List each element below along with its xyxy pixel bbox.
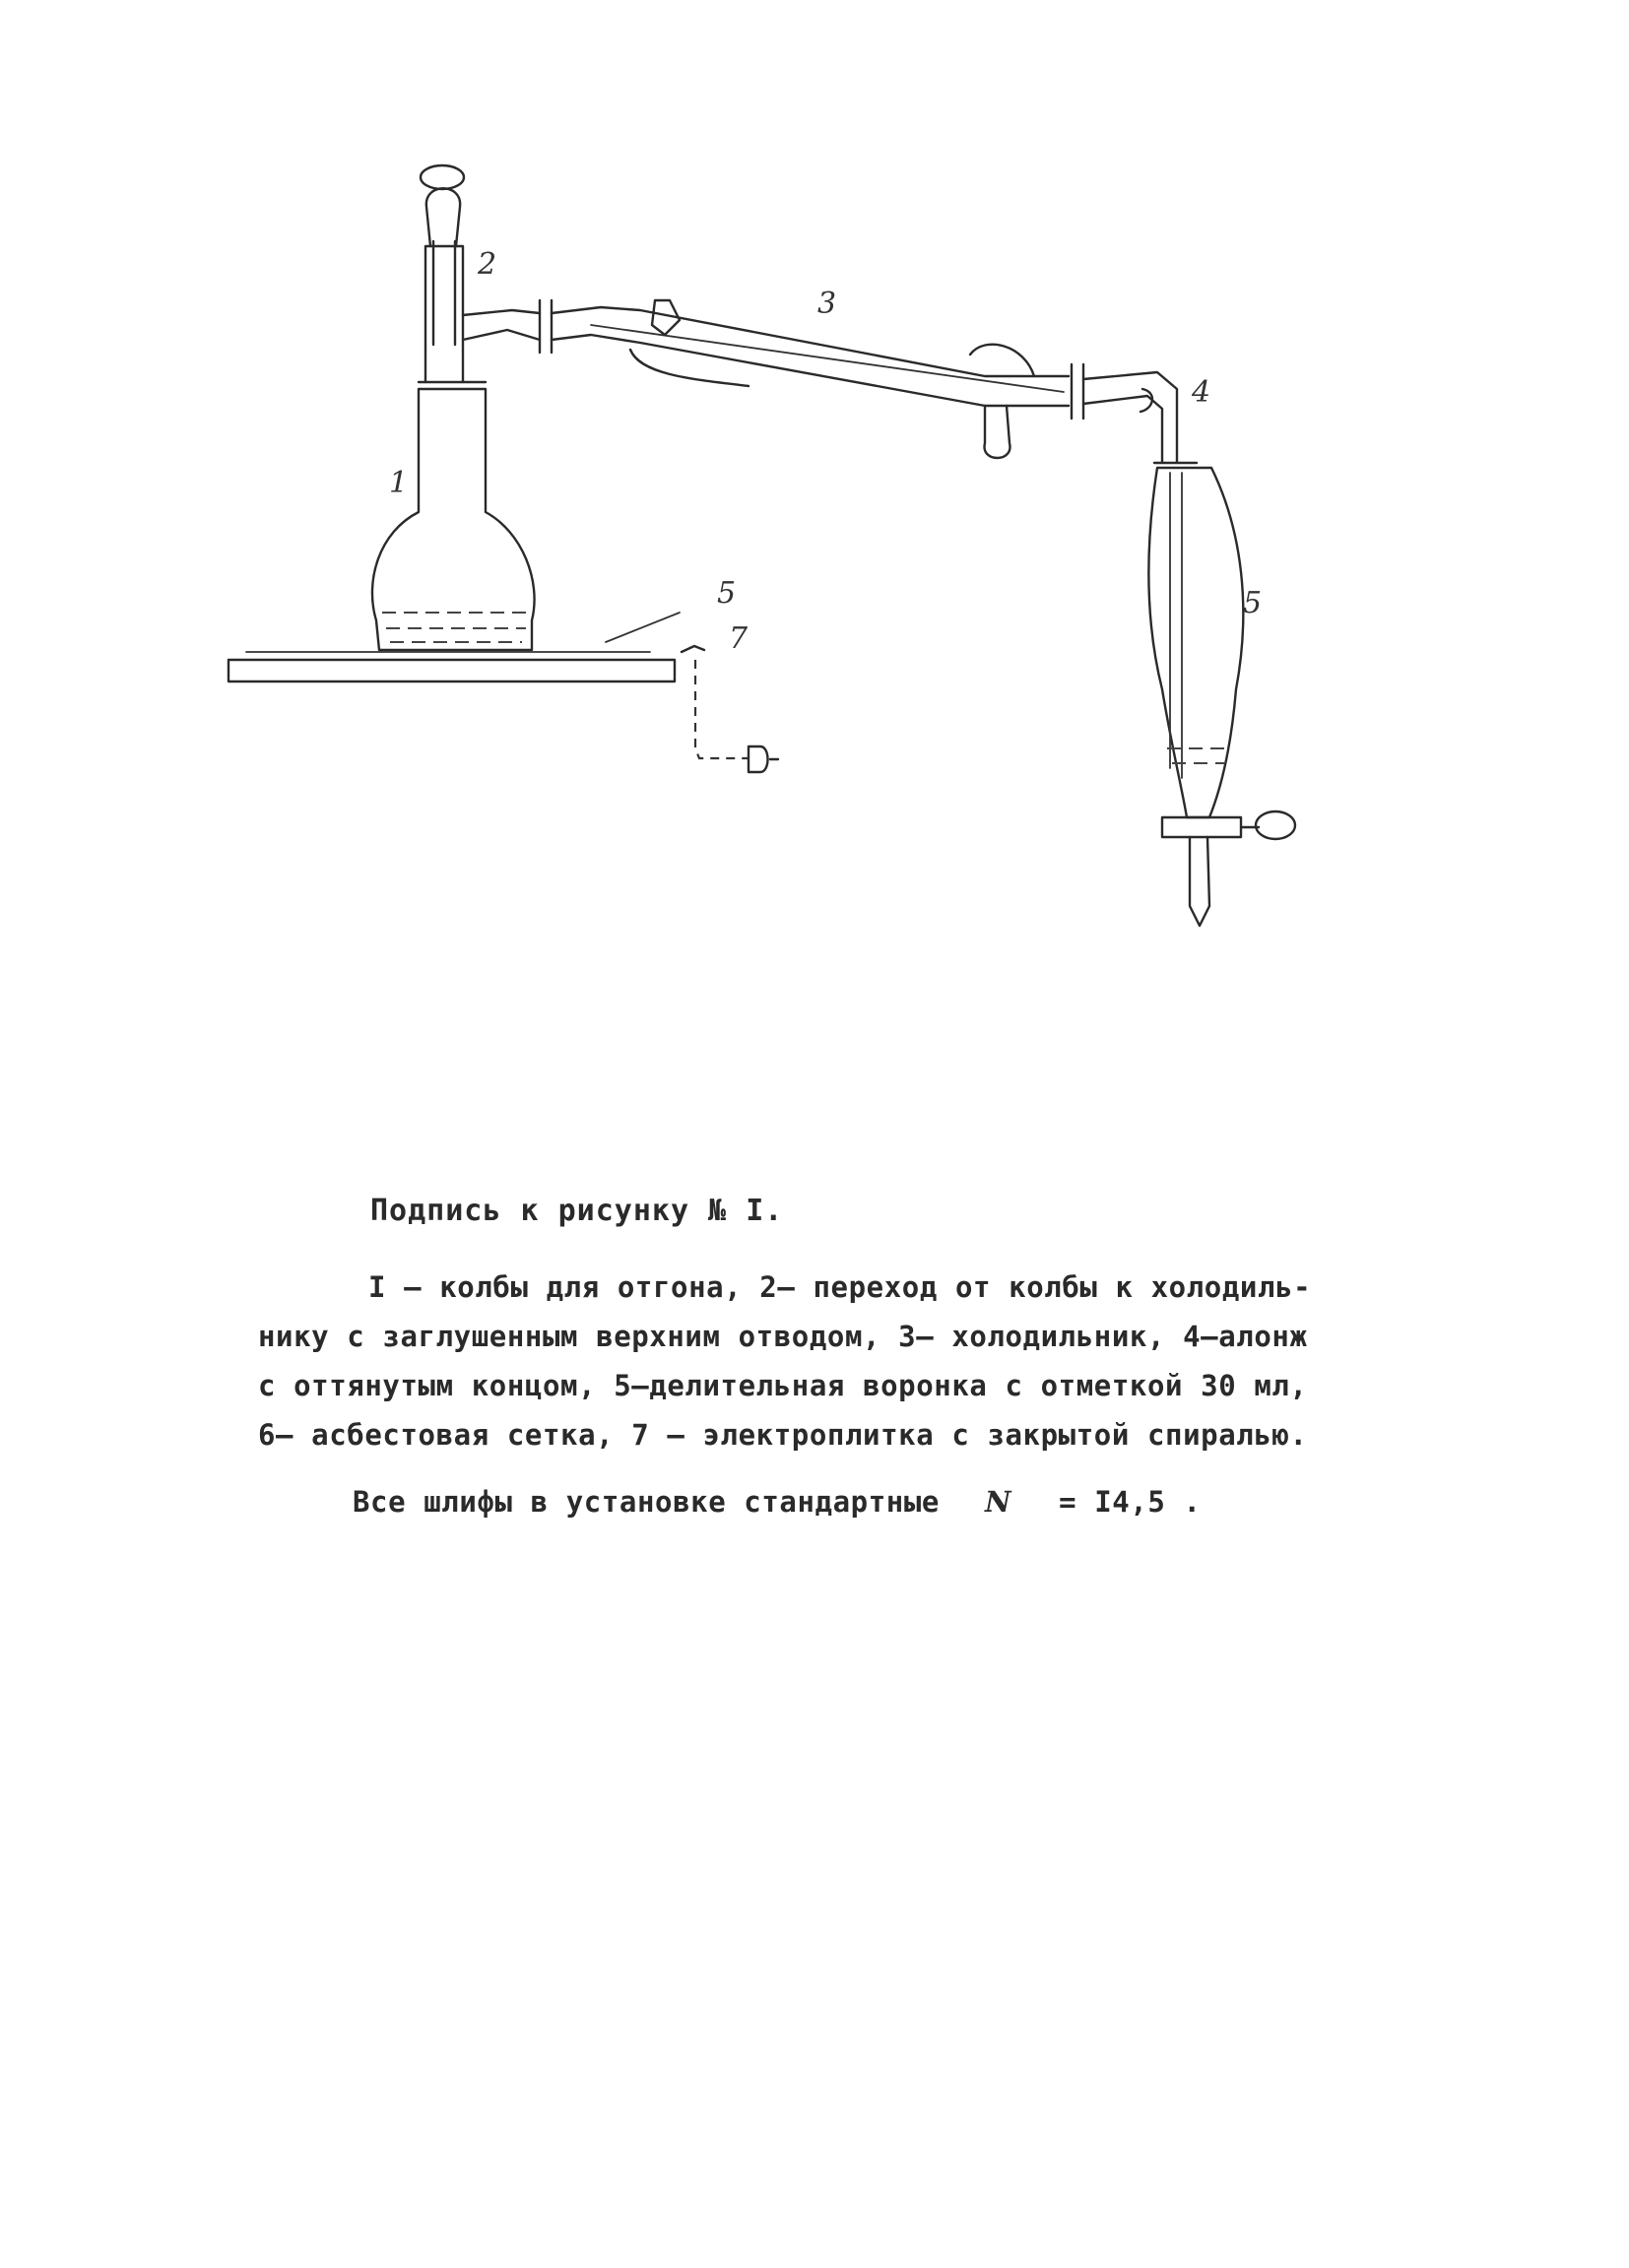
label-5-funnel: 5 [1243,586,1263,620]
label-5-leader [606,613,680,642]
caption-line: с оттянутым концом, 5–делительная воронка с отметкой 30 мл, [258,1369,1308,1402]
caption-body [258,1263,1401,1459]
label-2: 2 [478,247,497,282]
hot-plate [228,646,778,772]
label-6-mesh: 5 [717,576,737,611]
label-4: 4 [1192,375,1211,410]
separating-funnel [1148,463,1295,926]
note-suffix: = I4,5 . [1059,1485,1202,1519]
label-1: 1 [389,466,409,500]
condenser [552,300,1083,458]
label-7-hotplate: 7 [729,621,749,656]
apparatus-drawing [0,0,1629,1083]
apparatus-figure [0,0,1629,1083]
label-3: 3 [817,287,837,321]
allonge [1083,372,1177,463]
distillation-flask [372,382,535,650]
caption-note [353,1485,1202,1519]
caption-line: нику с заглушенным верхним отводом, 3– холодильник, 4–алонж [258,1320,1308,1353]
note-prefix: Все шлифы в установке стандартные [353,1485,940,1519]
note-symbol: N [984,1485,1012,1519]
caption-line: 6– асбестовая сетка, 7 – электроплитка с закрытой спиралью. [258,1418,1308,1452]
caption-line: I – колбы для отгона, 2– переход от колбы к холодиль- [368,1270,1312,1304]
caption-title: Подпись к рисунку № I. [370,1194,784,1228]
